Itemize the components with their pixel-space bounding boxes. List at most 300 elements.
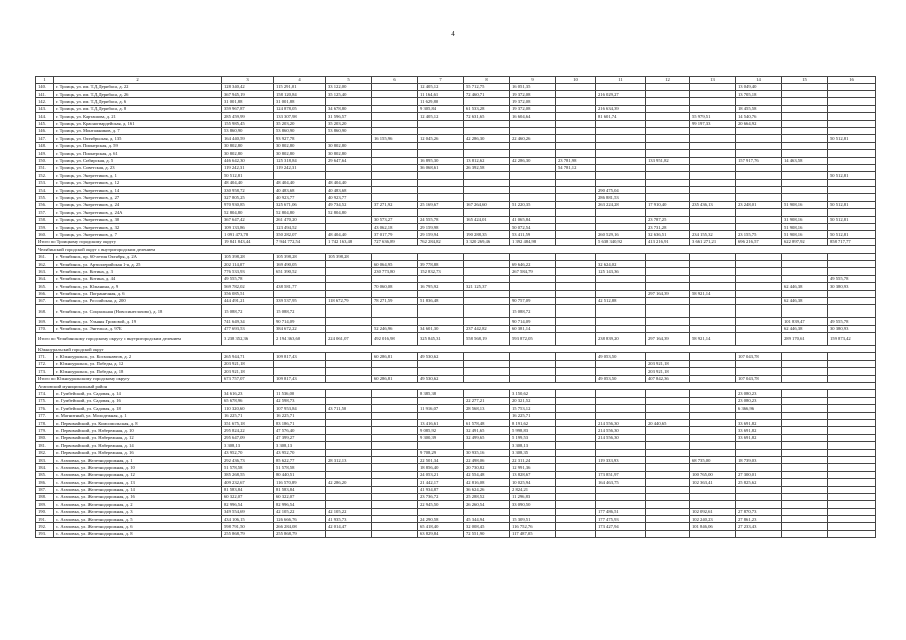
table-cell <box>690 390 736 397</box>
table-cell <box>510 127 556 134</box>
table-cell: 1 392 484,98 <box>510 238 556 245</box>
table-cell: 52 246,96 <box>372 325 418 332</box>
table-cell <box>690 164 736 171</box>
table-cell: 19 372,08 <box>510 105 556 112</box>
table-cell <box>418 508 464 515</box>
table-cell <box>828 105 876 112</box>
table-cell <box>596 224 646 231</box>
table-cell <box>690 179 736 186</box>
table-cell: 62 446,38 <box>782 325 828 332</box>
table-cell: 203 921,18 <box>646 360 690 367</box>
table-cell: 50 512,81 <box>828 135 876 142</box>
address-cell: г. Троицк, ул. Октябрьская, д. 135 <box>54 135 222 142</box>
address-cell: п. Гумбейский, ул. Садовая, д. 14 <box>54 390 222 397</box>
table-cell: 102 092,61 <box>690 508 736 515</box>
table-cell: 53 860,90 <box>222 127 274 134</box>
table-cell <box>736 360 782 367</box>
table-cell: 1 742 163,48 <box>326 238 372 245</box>
table-cell: 37 271,92 <box>372 201 418 208</box>
address-cell: г. Троицк, ул. Энергетиков, д. 7 <box>54 231 222 238</box>
table-cell: 230 773,80 <box>372 268 418 275</box>
table-cell: 438 581,77 <box>274 283 326 290</box>
table-cell <box>782 390 828 397</box>
row-number: 176. <box>36 405 54 412</box>
table-cell: 202 114,07 <box>222 260 274 267</box>
table-cell <box>556 456 596 463</box>
table-cell <box>418 305 464 318</box>
table-cell <box>646 209 690 216</box>
row-number: 179. <box>36 427 54 434</box>
table-cell: 10 025,94 <box>510 479 556 486</box>
table-cell: 32 491,65 <box>464 427 510 434</box>
table-cell <box>690 412 736 419</box>
table-cell: 85 622,77 <box>274 456 326 463</box>
table-cell <box>372 120 418 127</box>
table-cell <box>556 368 596 375</box>
table-cell <box>372 449 418 456</box>
table-cell <box>326 290 372 297</box>
table-cell <box>464 172 510 179</box>
table-cell: 82 996,54 <box>222 501 274 508</box>
table-cell: 62 446,38 <box>782 283 828 290</box>
table-row <box>36 353 876 360</box>
table-cell <box>556 275 596 282</box>
row-number: 173. <box>36 368 54 375</box>
table-cell <box>464 318 510 325</box>
address-cell: с. Агаповка, ул. Железнодорожная, д. 8 <box>54 530 222 537</box>
table-cell <box>556 98 596 105</box>
table-row <box>36 442 876 449</box>
table-cell <box>464 209 510 216</box>
address-cell: г. Троицк, ул. им. Т.Д.Дерибаса, д. 6 <box>54 98 222 105</box>
table-cell: 20 730,82 <box>464 464 510 471</box>
table-cell: 970 930,85 <box>222 201 274 208</box>
table-cell: 43 711,50 <box>326 405 372 412</box>
table-cell: 155 985,45 <box>222 120 274 127</box>
address-cell: г. Троицк, ул. Энергетиков, д. 1 <box>54 172 222 179</box>
table-cell <box>596 164 646 171</box>
table-cell <box>690 275 736 282</box>
row-number: 189. <box>36 501 54 508</box>
table-cell <box>690 325 736 332</box>
table-row <box>36 120 876 127</box>
table-row <box>36 360 876 367</box>
table-cell: 40 923,77 <box>274 194 326 201</box>
table-cell <box>646 530 690 537</box>
table-cell <box>464 120 510 127</box>
table-cell: 173 427,94 <box>596 523 646 530</box>
table-cell: 50 512,81 <box>828 216 876 223</box>
table-cell: 80 440,51 <box>274 471 326 478</box>
column-number: 16 <box>828 77 876 84</box>
table-cell <box>510 508 556 515</box>
table-cell <box>596 179 646 186</box>
table-cell <box>782 268 828 275</box>
table-cell <box>372 434 418 441</box>
table-cell: 235 436,13 <box>690 201 736 208</box>
table-cell: 776 533,93 <box>222 268 274 275</box>
table-cell: 51 578,58 <box>222 464 274 471</box>
table-cell <box>828 397 876 404</box>
table-cell <box>464 253 510 260</box>
table-cell: 157 917,76 <box>736 157 782 164</box>
table-cell: 24 290,58 <box>418 516 464 523</box>
table-cell <box>596 305 646 318</box>
table-cell <box>646 120 690 127</box>
table-cell <box>556 434 596 441</box>
row-number: 140. <box>36 83 54 90</box>
table-cell <box>690 397 736 404</box>
table-cell: 12 045,26 <box>418 135 464 142</box>
table-cell <box>782 397 828 404</box>
table-cell <box>274 290 326 297</box>
table-cell <box>510 360 556 367</box>
table-cell <box>326 449 372 456</box>
table-cell: 16 225,71 <box>222 412 274 419</box>
row-number: 148. <box>36 142 54 149</box>
table-row <box>36 194 876 201</box>
table-cell: 34 678,80 <box>326 105 372 112</box>
table-cell <box>464 275 510 282</box>
table-cell <box>646 516 690 523</box>
table-cell: 260 529,16 <box>596 231 646 238</box>
table-cell <box>782 260 828 267</box>
table-cell: 35 203,20 <box>274 120 326 127</box>
table-cell: 34 616,23 <box>222 390 274 397</box>
address-cell: г. Троицк, ул. им. Т.Д.Дерибаса, д. 8 <box>54 105 222 112</box>
table-cell: 62 446,38 <box>782 297 828 304</box>
table-cell <box>556 442 596 449</box>
table-cell: 90 757,09 <box>510 297 556 304</box>
table-cell: 58 921,14 <box>690 333 736 346</box>
table-cell: 36 624,26 <box>464 486 510 493</box>
table-cell: 477 693,53 <box>222 325 274 332</box>
table-cell <box>326 224 372 231</box>
table-cell: 31 001,88 <box>222 98 274 105</box>
table-cell: 30 380,93 <box>828 325 876 332</box>
table-cell <box>736 283 782 290</box>
table-row <box>36 530 876 537</box>
table-cell: 101 846,06 <box>690 523 736 530</box>
table-cell: 349 554,69 <box>222 508 274 515</box>
table-cell <box>646 442 690 449</box>
address-cell: с. Агаповка, ул. Железнодорожная, д. 14 <box>54 486 222 493</box>
table-cell <box>828 360 876 367</box>
table-cell <box>372 368 418 375</box>
table-cell <box>596 464 646 471</box>
address-cell: г. Челябинск, ул. Южанина, д. 9 <box>54 283 222 290</box>
table-cell <box>828 297 876 304</box>
table-cell: 35 203,20 <box>326 120 372 127</box>
table-cell: 31 908,16 <box>782 216 828 223</box>
table-cell <box>782 530 828 537</box>
table-cell <box>828 501 876 508</box>
table-cell <box>556 318 596 325</box>
table-cell <box>690 268 736 275</box>
table-cell <box>372 90 418 97</box>
address-cell: с. Агаповка, ул. Железнодорожная, д. 6 <box>54 523 222 530</box>
table-cell: 297 164,39 <box>646 290 690 297</box>
table-cell <box>372 150 418 157</box>
row-number: 188. <box>36 493 54 500</box>
table-cell: 22 311,24 <box>510 456 556 463</box>
table-cell: 16 795,92 <box>418 283 464 290</box>
table-cell <box>556 83 596 90</box>
row-number: 159. <box>36 224 54 231</box>
table-cell <box>828 83 876 90</box>
table-cell: 43 952,70 <box>274 449 326 456</box>
table-cell: 52 804,80 <box>326 209 372 216</box>
row-number: 168. <box>36 305 54 318</box>
table-cell: 727 636,89 <box>372 238 418 245</box>
table-cell <box>596 209 646 216</box>
page-number: 4 <box>451 30 455 38</box>
table-cell: 351 675,18 <box>222 420 274 427</box>
section-title: Южноуральский городской округ <box>36 346 876 353</box>
table-cell <box>556 231 596 238</box>
table-cell <box>596 442 646 449</box>
table-cell <box>326 268 372 275</box>
table-cell <box>464 290 510 297</box>
table-cell: 90 714,09 <box>274 318 326 325</box>
table-cell: 295 824,22 <box>222 427 274 434</box>
table-cell: 359 967,87 <box>222 105 274 112</box>
table-cell <box>464 353 510 360</box>
table-row <box>36 231 876 238</box>
table-cell: 30 935,16 <box>464 449 510 456</box>
table-cell: 3 661 271,21 <box>690 238 736 245</box>
table-cell <box>372 105 418 112</box>
table-cell <box>556 238 596 245</box>
table-cell <box>372 83 418 90</box>
table-cell <box>690 434 736 441</box>
row-number: 186. <box>36 479 54 486</box>
table-cell: 72 551,90 <box>464 530 510 537</box>
table-cell <box>556 142 596 149</box>
table-cell <box>556 420 596 427</box>
table-cell <box>690 486 736 493</box>
address-cell: г. Троицк, ул. Энергетиков, д. 12 <box>54 179 222 186</box>
table-cell <box>782 120 828 127</box>
table-cell: 48 404,40 <box>326 231 372 238</box>
table-cell <box>828 464 876 471</box>
row-number: 187. <box>36 486 54 493</box>
section-heading-row <box>36 346 876 353</box>
row-number: 193. <box>36 530 54 537</box>
table-cell: 42 014,47 <box>326 523 372 530</box>
table-cell: 40 483,68 <box>326 187 372 194</box>
table-cell <box>556 135 596 142</box>
table-cell <box>736 187 782 194</box>
table-cell <box>556 172 596 179</box>
table-row <box>36 172 876 179</box>
table-cell: 42 286,30 <box>464 135 510 142</box>
table-cell <box>690 90 736 97</box>
table-cell <box>596 530 646 537</box>
table-cell <box>326 464 372 471</box>
table-cell <box>596 325 646 332</box>
table-cell <box>464 412 510 419</box>
table-cell <box>556 209 596 216</box>
table-cell <box>510 150 556 157</box>
table-cell <box>690 420 736 427</box>
table-cell <box>828 113 876 120</box>
table-cell <box>418 209 464 216</box>
table-cell: 55 712,75 <box>464 83 510 90</box>
table-cell: 53 411,59 <box>510 231 556 238</box>
table-cell: 58 921,14 <box>690 290 736 297</box>
table-cell: 350 282,07 <box>274 231 326 238</box>
column-number: 14 <box>736 77 782 84</box>
table-cell <box>326 397 372 404</box>
table-cell <box>372 209 418 216</box>
table-cell <box>556 194 596 201</box>
table-cell <box>690 360 736 367</box>
table-cell: 42 554,48 <box>464 471 510 478</box>
table-cell: 78 271,59 <box>372 297 418 304</box>
table-cell <box>556 179 596 186</box>
row-number: 178. <box>36 420 54 427</box>
table-cell <box>326 172 372 179</box>
table-cell <box>736 98 782 105</box>
table-cell <box>782 150 828 157</box>
table-cell <box>372 516 418 523</box>
table-cell <box>372 493 418 500</box>
table-cell: 409 232,67 <box>222 479 274 486</box>
table-cell: 164 463,75 <box>596 479 646 486</box>
table-cell: 214 556,30 <box>596 420 646 427</box>
table-cell <box>372 157 418 164</box>
table-cell <box>736 253 782 260</box>
table-cell: 116 752,76 <box>510 523 556 530</box>
row-number: 174. <box>36 390 54 397</box>
table-cell <box>690 501 736 508</box>
table-cell <box>690 493 736 500</box>
table-cell: 128 340,42 <box>222 83 274 90</box>
table-cell <box>372 405 418 412</box>
table-cell: 100 765,00 <box>690 471 736 478</box>
address-cell: г. Троицк, ул. Энергетиков, д. 24 <box>54 201 222 208</box>
table-cell: 285 459,99 <box>222 113 274 120</box>
table-cell: 325 845,31 <box>418 333 464 346</box>
address-cell: с. Агаповка, ул. Железнодорожная, д. 10 <box>54 464 222 471</box>
table-cell: 367 945,19 <box>222 90 274 97</box>
table-cell <box>646 434 690 441</box>
table-cell: 107 953,84 <box>274 405 326 412</box>
table-cell: 124 878,05 <box>274 105 326 112</box>
table-cell: 30 573,27 <box>372 216 418 223</box>
table-cell: 25 169,67 <box>418 201 464 208</box>
row-number: 144. <box>36 113 54 120</box>
table-cell <box>510 142 556 149</box>
table-cell: 119 333,93 <box>596 456 646 463</box>
table-cell <box>646 508 690 515</box>
table-cell: 27 300,01 <box>736 471 782 478</box>
table-cell <box>646 523 690 530</box>
table-cell <box>828 412 876 419</box>
budget-table <box>35 76 876 538</box>
table-cell: 286 881,53 <box>596 194 646 201</box>
table-cell <box>782 253 828 260</box>
table-cell: 49 734,52 <box>326 201 372 208</box>
table-cell: 762 284,82 <box>418 238 464 245</box>
table-cell <box>556 268 596 275</box>
table-cell: 3 308,13 <box>274 442 326 449</box>
table-cell: 23 787,25 <box>646 216 690 223</box>
table-cell: 6 366,96 <box>736 405 782 412</box>
table-cell <box>326 275 372 282</box>
table-cell: 27 870,73 <box>736 508 782 515</box>
table-cell <box>646 449 690 456</box>
table-cell <box>782 464 828 471</box>
table-cell <box>556 405 596 412</box>
table-row <box>36 479 876 486</box>
table-cell <box>646 390 690 397</box>
table-cell <box>646 325 690 332</box>
row-number: 151. <box>36 164 54 171</box>
address-cell: г. Троицк, ул. Пионерская, д. 61 <box>54 150 222 157</box>
table-cell <box>782 275 828 282</box>
table-cell: 446 642,30 <box>222 157 274 164</box>
table-cell <box>782 523 828 530</box>
table-cell: 51 578,58 <box>274 464 326 471</box>
table-cell <box>326 434 372 441</box>
row-number: 162. <box>36 260 54 267</box>
table-cell <box>736 486 782 493</box>
table-cell: 651 390,52 <box>274 268 326 275</box>
table-cell <box>510 179 556 186</box>
table-cell: 3 150,62 <box>510 390 556 397</box>
address-cell: с. Агаповка, ул. Железнодорожная, д. 13 <box>54 479 222 486</box>
table-cell <box>646 427 690 434</box>
table-cell: 13 705,18 <box>736 90 782 97</box>
table-cell <box>372 442 418 449</box>
table-cell <box>690 375 736 382</box>
table-row <box>36 135 876 142</box>
table-cell: 18 856,40 <box>418 464 464 471</box>
table-cell <box>556 260 596 267</box>
table-cell <box>646 305 690 318</box>
table-cell <box>326 390 372 397</box>
table-cell: 24 053,21 <box>418 471 464 478</box>
row-number: 157. <box>36 209 54 216</box>
table-cell <box>556 375 596 382</box>
table-cell: 50 512,81 <box>828 231 876 238</box>
table-cell <box>596 501 646 508</box>
table-cell <box>418 142 464 149</box>
table-cell <box>418 127 464 134</box>
table-cell: 65 678,96 <box>222 397 274 404</box>
table-cell: 30 802,80 <box>274 150 326 157</box>
table-cell <box>372 456 418 463</box>
table-cell: 224 061,07 <box>326 333 372 346</box>
table-row <box>36 275 876 282</box>
table-cell <box>596 360 646 367</box>
table-cell <box>326 305 372 318</box>
table-row <box>36 412 876 419</box>
table-cell <box>828 120 876 127</box>
table-cell <box>372 412 418 419</box>
table-cell <box>736 493 782 500</box>
table-cell: 593 872,05 <box>510 333 556 346</box>
table-cell: 290 475,04 <box>596 187 646 194</box>
table-cell <box>782 368 828 375</box>
table-cell: 17 910,40 <box>646 201 690 208</box>
table-cell <box>690 98 736 105</box>
table-cell <box>690 283 736 290</box>
table-cell: 407 842,36 <box>646 375 690 382</box>
table-row <box>36 268 876 275</box>
